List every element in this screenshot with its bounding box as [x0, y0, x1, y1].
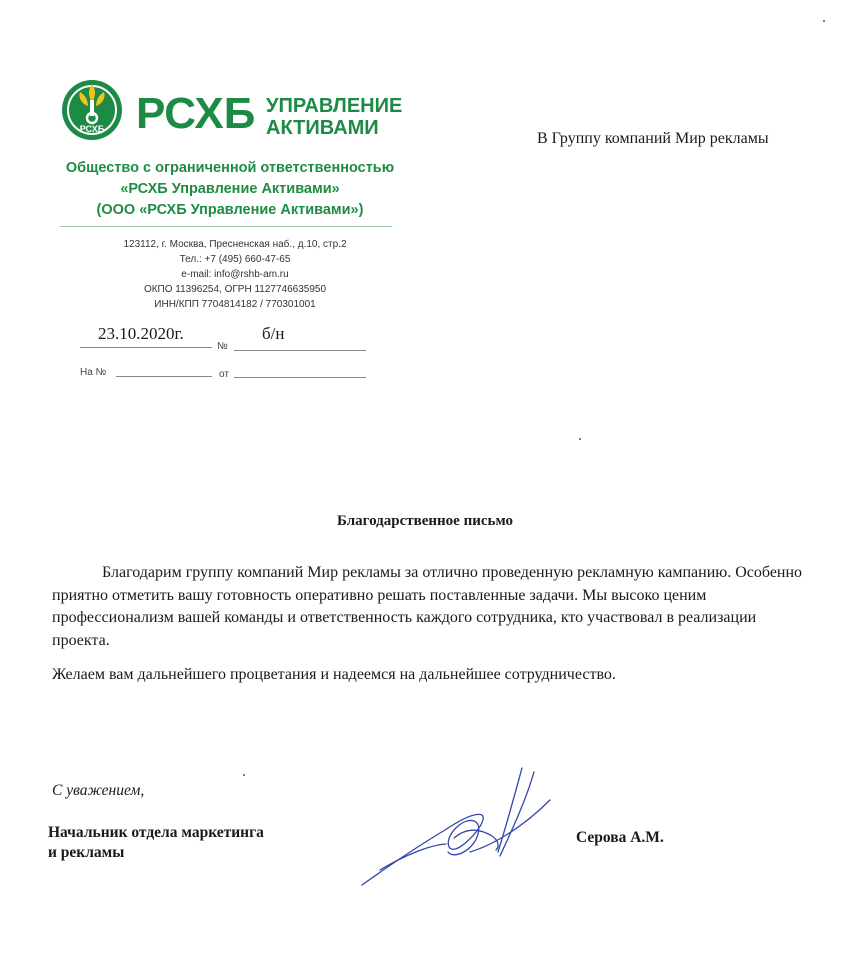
- from-label: от: [219, 369, 229, 380]
- svg-text:РСХБ: РСХБ: [79, 124, 105, 134]
- company-legal-form: Общество с ограниченной ответственностью: [65, 160, 395, 176]
- closing: С уважением,: [52, 782, 145, 799]
- signer-name: Серова А.М.: [576, 829, 664, 846]
- company-short-name: (ООО «РСХБ Управление Активами»): [96, 202, 364, 218]
- date-underline: [80, 347, 212, 348]
- paragraph: Желаем вам дальнейшего процветания и надеемся на дальнейшее сотрудничество.: [52, 666, 616, 683]
- divider: [60, 226, 392, 227]
- brand-abbreviation: РСХБ: [136, 89, 256, 138]
- scan-speck: [243, 774, 245, 776]
- letter-body: [52, 562, 812, 687]
- number-label: №: [217, 341, 228, 352]
- email: e-mail: info@rshb-am.ru: [181, 269, 289, 280]
- paragraph: Благодарим группу компаний Мир рекламы за отлично проведенную рекламную кампанию. Особенно приятно отметить вашу готовность оперативно решать поставленные задачи. Мы высоко ценим профессионализм вашей команды и ответственность каждого сотрудника, кто участвовал в реализации проекта.: [52, 564, 803, 649]
- tax-codes: ИНН/КПП 7704814182 / 770301001: [154, 299, 316, 310]
- company-logo: [58, 74, 418, 154]
- brand-line-1: УПРАВЛЕНИЕ: [266, 95, 403, 117]
- letter-date: 23.10.2020г.: [98, 324, 184, 343]
- scan-speck: [579, 438, 581, 440]
- number-underline: [234, 350, 366, 351]
- handwritten-signature: [350, 760, 570, 900]
- reference-label: На №: [80, 367, 107, 378]
- company-name: «РСХБ Управление Активами»: [120, 181, 340, 197]
- address: 123112, г. Москва, Пресненская наб., д.10, стр.2: [123, 239, 347, 250]
- company-contacts: [100, 237, 370, 312]
- from-underline: [234, 377, 366, 378]
- letter-title: Благодарственное письмо: [337, 513, 513, 529]
- company-name-block: [60, 158, 400, 221]
- brand-line-2: АКТИВАМИ: [266, 117, 379, 139]
- letter-number: б/н: [262, 324, 285, 343]
- wheat-key-emblem-icon: [62, 80, 122, 140]
- recipient: В Группу компаний Мир рекламы: [537, 130, 769, 147]
- phone: Тел.: +7 (495) 660-47-65: [179, 254, 291, 265]
- reference-underline: [116, 376, 212, 377]
- signer-position: Начальник отдела маркетинга и рекламы: [48, 824, 264, 861]
- registration-codes: ОКПО 11396254, ОГРН 1127746635950: [143, 284, 327, 295]
- scan-speck: [823, 20, 825, 22]
